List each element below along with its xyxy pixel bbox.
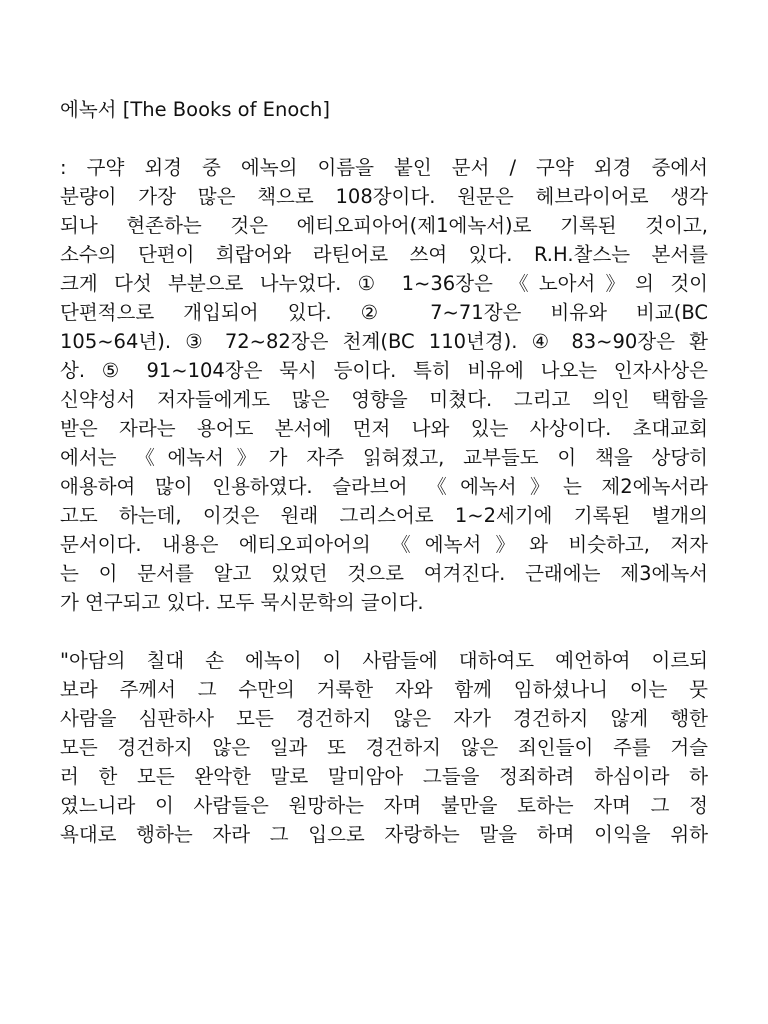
- quote-paragraph: [60, 646, 708, 849]
- definition-line: 분량이 가장 많은 책으로 108장이다. 원문은 헤브라이어로 생각: [60, 185, 708, 208]
- definition-paragraph: [60, 153, 708, 617]
- definition-line: 고도 하는데, 이것은 원래 그리스어로 1~2세기에 기록된 별개의: [60, 504, 708, 527]
- definition-line: 는 이 문서를 알고 있었던 것으로 여겨진다. 근래에는 제3에녹서: [60, 562, 708, 585]
- definition-line: 크게 다섯 부분으로 나누었다. ① 1~36장은 《노아서》의 것이: [60, 272, 708, 295]
- quote-line: 모든 경건하지 않은 일과 또 경건하지 않은 죄인들이 주를 거슬: [60, 736, 708, 759]
- definition-line: 신약성서 저자들에게도 많은 영향을 미쳤다. 그리고 의인 택함을: [60, 388, 708, 411]
- definition-line: 단편적으로 개입되어 있다. ② 7~71장은 비유와 비교(BC: [60, 301, 708, 324]
- definition-line: 되나 현존하는 것은 에티오피아어(제1에녹서)로 기록된 것이고,: [60, 214, 708, 237]
- quote-line: 사람을 심판하사 모든 경건하지 않은 자가 경건하지 않게 행한: [60, 707, 708, 730]
- document-title: 에녹서 [The Books of Enoch]: [60, 98, 330, 121]
- quote-line: 욕대로 행하는 자라 그 입으로 자랑하는 말을 하며 이익을 위하: [60, 823, 708, 846]
- quote-line: "아담의 칠대 손 에녹이 이 사람들에 대하여도 예언하여 이르되: [60, 649, 708, 672]
- definition-line: : 구약 외경 중 에녹의 이름을 붙인 문서 / 구약 외경 중에서: [60, 156, 708, 179]
- definition-line: 가 연구되고 있다. 모두 묵시문학의 글이다.: [60, 591, 424, 614]
- definition-line: 문서이다. 내용은 에티오피아어의 《에녹서》와 비슷하고, 저자: [60, 533, 708, 556]
- quote-line: 보라 주께서 그 수만의 거룩한 자와 함께 임하셨나니 이는 뭇: [60, 678, 708, 701]
- definition-line: 105~64년). ③ 72~82장은 천계(BC 110년경). ④ 83~90장은 환: [60, 330, 708, 353]
- definition-line: 받은 자라는 용어도 본서에 먼저 나와 있는 사상이다. 초대교회: [60, 417, 708, 440]
- definition-line: 상. ⑤ 91~104장은 묵시 등이다. 특히 비유에 나오는 인자사상은: [60, 359, 708, 382]
- definition-line: 에서는 《에녹서》가 자주 읽혀졌고, 교부들도 이 책을 상당히: [60, 446, 708, 469]
- definition-line: 소수의 단편이 희랍어와 라틴어로 쓰여 있다. R.H.찰스는 본서를: [60, 243, 708, 266]
- quote-line: 러 한 모든 완악한 말로 말미암아 그들을 정죄하려 하심이라 하: [60, 765, 708, 788]
- definition-line: 애용하여 많이 인용하였다. 슬라브어 《에녹서》는 제2에녹서라: [60, 475, 708, 498]
- quote-line: 였느니라 이 사람들은 원망하는 자며 불만을 토하는 자며 그 정: [60, 794, 708, 817]
- document-page: [60, 95, 708, 878]
